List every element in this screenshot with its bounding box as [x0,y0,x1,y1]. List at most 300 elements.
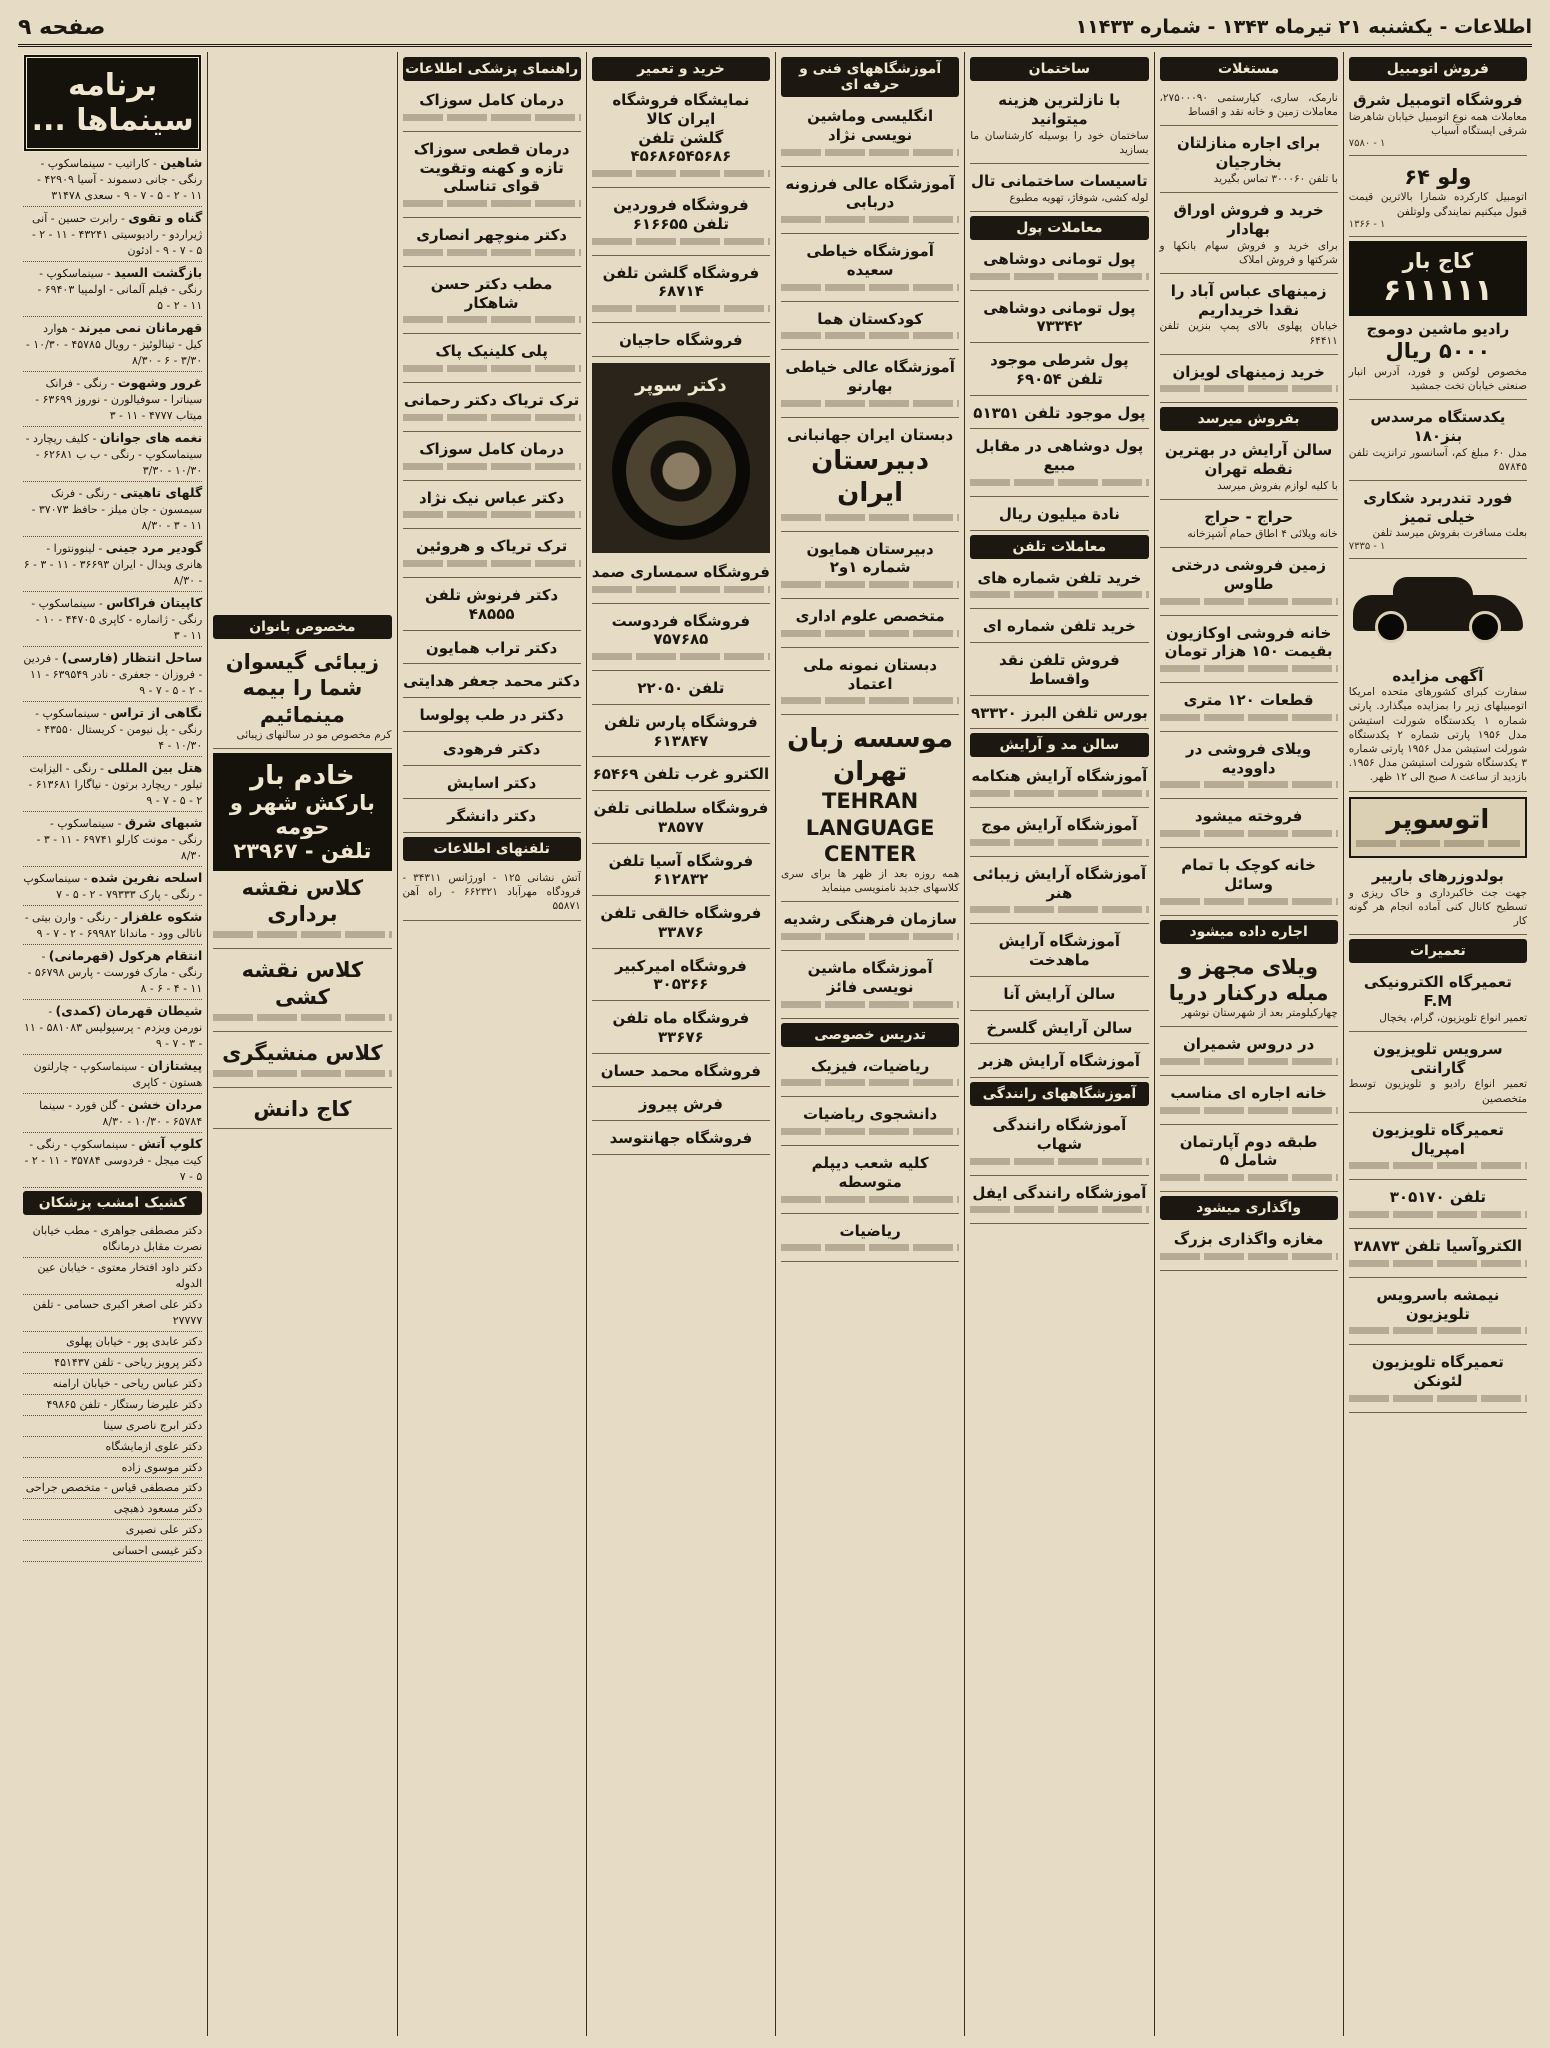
ad-title: الکترو غرب تلفن ۶۵۴۶۹ [592,765,770,784]
ad-title: فروشگاه خالقی تلفن ۳۳۸۷۶ [600,904,762,941]
ad-title: انگلیسی وماشین نویسی نژاد [807,107,934,144]
ad-block [213,1092,391,1129]
ad-block [1349,316,1527,400]
text-filler [1160,714,1338,721]
ad-block [592,327,770,357]
text-filler [403,463,581,470]
ad-price: ۵۰۰۰ ریال [1385,339,1491,364]
text-filler [403,414,581,421]
ad-block [781,652,959,716]
section-header-women: مخصوص بانوان [213,615,391,639]
ad-code: ۷۳۳۵ - ۱ [1348,540,1386,552]
ad-title: فروشگاه پارس تلفن ۶۱۳۸۴۷ [604,712,758,750]
tire-advertisement [592,363,770,553]
section-header-vocational: آموزشگاههای فنی و حرفه ای [781,57,959,97]
ad-title: فروشگاه سمساری صمد [591,562,770,581]
ad-title: طبقه دوم آپارتمان شامل ۵ [1179,1132,1318,1170]
doctor-entry: دکتر مسعود ذهبچی [23,1499,202,1520]
text-filler [403,114,581,121]
film-title: مردان خشن [128,1097,203,1113]
ad-title: خرید زمینهای لویزان [1172,362,1325,381]
ad-title: برای اجاره منازلتان بخارجیان [1177,134,1321,172]
text-filler [781,1244,959,1251]
cinema-listing [23,647,202,702]
ad-title: فروشگاه امیرکبیر ۳۰۵۳۶۶ [614,956,747,994]
film-title: شیطان قهرمان (کمدی) [55,1003,203,1019]
ad-block [1160,278,1338,355]
ad-phone: تلفن ۶۱۶۶۵۵ [632,214,729,233]
tire-icon [612,402,750,540]
ad-block [970,812,1148,857]
ad-block [403,803,581,833]
doctor-entry: دکتر داود افتخار معتوی - خیابان عین الدوله [23,1258,202,1295]
ad-title: تلفن ۲۲۰۵۰ [637,679,725,697]
column-shops [586,52,775,2036]
ad-title: سرویس تلویزیون گارانتی [1373,1039,1503,1077]
ad-title: خانه فروشی اوکازیون بقیمت ۱۵۰ هزار تومان [1164,623,1333,661]
ad-title: دکتر فرهودی [442,739,541,758]
ad-block [592,709,770,758]
film-details: - سینماسکوپ - رنگی - پل نیومن - کریستال ۴۳۵۵۰ - ۱۰/۳۰ - ۴ [35,707,203,753]
ad-block [592,795,770,844]
film-title: گناه و تقوی [128,210,203,225]
text-filler [403,249,581,256]
column-women-classes [207,52,396,2036]
film-details: - سینماسکوپ - رنگی - کیت میجل - فردوسی ۳۵۷۸۴ - ۱۱ - ۲ - ۵ - ۷ [24,1138,203,1184]
ad-body: جهت جت خاکبرداری و خاک ریزی و تسطیح کانال کنی آماده انجام هر گونه کار [1348,886,1527,928]
ad-title: پول موجود تلفن ۵۱۳۵۱ [973,403,1146,422]
ad-body: خانه ویلائی ۴ اطاق حمام آشپزخانه [1187,527,1338,540]
ad-block [1160,552,1338,616]
ad-title: آموزشگاه رانندگی شهاب [992,1116,1127,1153]
ad-block [1160,620,1338,684]
ad-title: سالن آرایش گلسرخ [986,1018,1133,1037]
ad-title: ترک تریاک و هروئین [416,537,568,556]
film-details: - رنگی - فرنک سیمسون - جان میلز - حافظ ۳۷۰۷۳ - ۱۱ - ۳ - ۸/۳۰ [31,487,203,533]
ad-title: آموزشگاه آرایش موج [981,816,1138,835]
film-title: قهرمانان نمی میرند [78,320,203,335]
page-number: صفحه ۹ [18,14,106,40]
ad-title: دبستان ایران جهانبانی [787,425,954,444]
ad-block [970,861,1148,925]
ad-block [1160,130,1338,193]
section-header-car-sales: فروش اتومبیل [1349,57,1527,81]
text-filler [781,581,959,588]
ad-title: تعمیرگاه الکترونیکی F.M [1363,973,1512,1011]
ad-block [1160,437,1338,500]
text-filler [403,560,581,567]
ad-title: سالن آرایش آنا [1003,984,1116,1003]
ad-title-large: موسسه زبان تهران [787,724,954,787]
text-filler [970,591,1148,598]
text-filler [1160,385,1338,392]
text-filler [781,1079,959,1086]
cinema-listing [23,867,202,906]
ad-title: آموزشگاه رانندگی ایفل [972,1183,1147,1202]
ad-title: فروشگاه حاجیان [619,331,743,349]
ad-block [1160,687,1338,732]
ad-block [970,400,1148,430]
cinema-listing [23,906,202,945]
ad-title: زمین فروشی درختی طاوس [1171,556,1327,593]
ad-title: سالن آرایش در بهترین نقطه تهران [1164,441,1333,479]
doctor-entry: دکتر ابرج ناصری سینا [23,1416,202,1437]
ad-title: دکتر محمد جعفر هدایتی [403,672,581,691]
ad-block [1349,1036,1527,1113]
section-header-real-estate: مستغلات [1160,57,1338,81]
ad-phone: گلشن تلفن ۴۵۶۸۶۵۴۵۶۸۶ [630,128,732,166]
text-filler [781,514,959,521]
text-filler [1160,781,1338,788]
ad-title: آموزشگاه آرایش هنکامه [971,767,1148,786]
ad-block [403,867,581,921]
section-header-phones: معاملات تلفن [970,535,1148,559]
column-services [964,52,1153,2036]
text-filler [1160,1174,1338,1181]
banner-subtitle: بارکش شهر و حومه [229,790,375,839]
ad-title: فروشگاه فردوست ۷۵۷۶۸۵ [611,611,751,649]
ad-title: فروشگاه گلشن تلفن ۶۸۷۱۴ [602,263,760,301]
text-filler [213,1014,391,1021]
cinema-listing [23,482,202,537]
ad-title: آموزشگاه ماشین نویسی فائز [807,959,933,996]
text-filler [1349,1260,1527,1267]
section-header-doctors-on-duty: کشیک امشب پزشکان [23,1191,202,1215]
ad-block [592,953,770,1002]
cinema-listing [23,757,202,812]
ad-title: ویلای مجهز و مبله درکنار دریا [1168,954,1329,1005]
ad-title-english: TEHRAN LANGUAGE CENTER [805,789,935,866]
ad-block [970,295,1148,344]
ad-title: فروشگاه محمد حسان [600,1061,761,1080]
ad-block [1349,1349,1527,1413]
ad-title: آموزشگاه عالی فرزونه دربابی [785,174,955,212]
text-filler [403,316,581,323]
ad-block [592,1005,770,1054]
doctor-entry: دکتر علوی ازمایشگاه [23,1437,202,1458]
ad-title: حراج - حراج [1204,508,1294,527]
ad-block [1160,736,1338,800]
section-header-driving-schools: آموزشگاههای رانندگی [970,1082,1148,1106]
text-filler [781,284,959,291]
cinema-listing [23,207,202,262]
ad-block [213,953,391,1032]
film-title: کلوپ آتش [138,1136,203,1152]
text-filler [592,305,770,312]
cinema-listing [23,262,202,317]
ad-title: فروشگاه جهانتوسد [609,1129,753,1147]
ad-block [970,246,1148,291]
ad-title: خانه اجاره ای مناسب [1170,1083,1327,1102]
ad-block [1349,663,1527,792]
ad-title: بورس تلفن البرز ۹۳۳۲۰ [971,703,1148,722]
ad-title: الکتروآسیا تلفن ۳۸۸۷۳ [1353,1237,1522,1256]
ad-block [1160,87,1338,126]
ad-block [592,1125,770,1155]
ad-block [970,928,1148,977]
doctor-entry: دکتر علی اصغر اکبری حسامی - تلفن ۲۷۷۷۷ [23,1295,202,1332]
section-header-medical-guide: راهنمای پزشکی اطلاعات [403,57,581,81]
ad-block [1160,950,1338,1028]
film-title: کاپیتان فراکاس [106,595,203,610]
film-title: شاهین [160,155,203,170]
film-title: ساحل انتظار (فارسی) [61,650,203,665]
text-filler [592,586,770,593]
cinema-listing [23,1000,202,1055]
column-car-sales [1343,52,1532,2036]
ad-body: نارمک، ساری، کیارستمی ۲۷۵۰۰۰۹۰، معاملات زمین و خانه نقد و اقساط [1159,92,1338,119]
ad-block [781,306,959,351]
ad-block [1160,1080,1338,1125]
ad-title: آموزشگاه خیاطی سعیده [806,242,934,279]
text-filler [1349,1162,1527,1169]
ad-title: درمان کامل سوزاک [419,91,565,109]
film-title: بازگشت السید [114,265,203,280]
ad-title: کلاس نقشه کشی [241,958,364,1009]
ad-title: درمان کامل سوزاک [419,439,565,458]
ad-block [403,635,581,665]
ad-title: فروشگاه سلطانی تلفن ۳۸۵۷۷ [593,799,769,836]
ad-block [781,1053,959,1098]
ad-title: کلاس نقشه برداری [241,875,364,927]
text-filler [970,790,1148,797]
film-title: نغمه های جوانان [99,430,203,445]
ad-block [1160,504,1338,548]
ad-title-large: دبیرستان ایران [811,445,930,508]
ad-block [592,87,770,188]
text-filler [781,149,959,156]
ad-block [970,501,1148,531]
doctor-entry: دکتر غیسی احسانی [23,1541,202,1562]
section-header-info-phones: تلفنهای اطلاعات [403,837,581,861]
text-filler [1349,1327,1527,1334]
ad-title: ترک تریاک دکتر رحمانی [403,391,580,409]
cinema-listing [23,812,202,867]
ad-block [1349,863,1527,935]
text-filler [1160,898,1338,905]
ad-block [592,848,770,897]
ad-title: دکتر در طب پولوسا [419,706,564,724]
ad-block [1160,803,1338,848]
cinema-listing [23,317,202,372]
doctor-entry: دکتر مصطفی جواهری - مطب خیابان نصرت مقابل درمانگاه [23,1221,202,1258]
ad-block [1160,1226,1338,1271]
ad-block [781,171,959,235]
ad-block [1160,359,1338,404]
ad-title: کاج دانش [253,1097,352,1122]
film-title: هتل بین المللی [107,760,203,775]
text-filler [592,653,770,660]
film-details: - گلن فورد - سینما ۶۵۷۸۴ - ۱۰/۳۰ - ۸/۳۰ [39,1099,203,1129]
film-title: شبهای شرق [124,815,203,830]
section-header-shops: خرید و تعمیر [592,57,770,81]
car-illustration [1349,563,1527,663]
section-header-construction: ساختمان [970,57,1148,81]
ad-title: فروشگاه ماه تلفن ۳۳۶۷۶ [612,1009,750,1046]
ad-block [1160,197,1338,274]
ad-block [403,770,581,800]
ad-title: دکتر عباس نیک نژاد [419,488,565,507]
ad-title: خرید تلفن شماره های [977,568,1142,587]
section-header-beauty-salon: سالن مد و آرایش [970,733,1148,757]
doctor-entry: دکتر علیرضا رستگار - تلفن ۴۹۸۶۵ [23,1395,202,1416]
ad-title: فروشگاه اتومبیل شرق [1353,91,1523,109]
cinema-listing [23,592,202,647]
ad-title: زمینهای عباس آباد را نقدا خریداریم [1170,281,1327,319]
film-title: غرور وشهوت [117,375,203,390]
ad-title: فروش تلفن نقد واقساط [998,651,1120,688]
ad-title: یکدستگاه مرسدس بنز۱۸۰ [1370,408,1506,445]
boxed-ad [1349,797,1527,859]
text-filler [213,1070,391,1077]
ad-block [403,222,581,267]
ad-block [1160,1129,1338,1193]
ad-block [970,433,1148,497]
ad-block [403,387,581,432]
text-filler [592,238,770,245]
cinema-listing [23,1133,202,1188]
ad-title: پول شرطی موجود تلفن ۶۹۰۵۴ [990,351,1129,388]
ad-title: دبستان نمونه ملی اعتماد [803,655,938,693]
ad-title: مغازه واگذاری بزرگ [1173,1230,1324,1249]
ad-title: مطب دکتر حسن شاهکار [430,274,553,312]
film-title: شکوه علفزار [121,909,203,925]
doctor-entry: دکتر موسوی زاده [23,1458,202,1479]
masthead [18,10,1532,47]
ad-body: با کلیه لوازم بفروش میرسد [1217,479,1338,492]
ad-block [1349,87,1527,156]
ad-block [970,1180,1148,1225]
ad-block [403,436,581,481]
ad-block [403,582,581,631]
text-filler [781,400,959,407]
text-filler [403,365,581,372]
text-filler [1160,1253,1338,1260]
ad-title: با نازلترین هزینه میتوانید [998,91,1121,128]
section-header-repairs: تعمیرات [1349,939,1527,963]
film-title: انتقام هرکول (قهرمانی) [48,948,203,964]
text-filler [1160,598,1338,605]
section-header-for-rent: اجاره داده میشود [1160,920,1338,944]
cinema-program-title: برنامه سینماها ... [23,54,202,152]
ad-title: دانشجوی ریاضیات [803,1105,938,1124]
ad-block [403,533,581,578]
ad-title: پول تومانی دوشاهی [983,249,1136,268]
section-header-private-tutoring: تدریس خصوصی [781,1023,959,1047]
ad-title: بولدوزرهای بارییر [1371,867,1504,885]
ad-block [1349,1184,1527,1229]
film-details: - سینماسکوپ - رنگی - ژانماره - کاپری ۴۴۷۰۵ - ۱۰ - ۱۱ - ۳ [31,597,203,643]
ad-title: درمان قطعی سوزاک تازه و کهنه وتقویت قوای تناسلی [413,139,570,196]
ad-title: فروخته میشود [1194,807,1303,826]
text-filler [592,170,770,177]
ad-block [781,1218,959,1263]
film-details: - رنگی - مارک فورست - پارس ۵۶۷۹۸ - ۱۱ - ۴ - ۶ - ۸ [27,950,203,996]
ad-title: متخصص علوم اداری [795,607,945,625]
ad-body: خیابان پهلوی بالای پمپ بنزین تلفن ۶۴۴۱۱ [1159,320,1338,347]
text-filler [781,933,959,940]
banner-ad [1349,241,1527,316]
doctor-entry: دکتر عباس ریاحی - خیابان ارامنه [23,1374,202,1395]
ad-body: آتش نشانی ۱۲۵ - اورژانس ۳۴۳۱۱ - فرودگاه مهرآباد ۶۶۲۳۲۱ - راه آهن ۵۵۸۷۱ [402,872,581,913]
film-details: - فردین - فروزان - جعفری - نادر ۶۳۹۵۴۹ - ۱۱ - ۲ - ۵ - ۷ - ۹ [23,652,203,698]
ad-title: کلیه شعب دیپلم متوسطه [811,1154,929,1191]
ad-body: برای خرید و فروش سهام بانکها و شرکتها و فروش املاک [1159,239,1338,266]
cinema-listing [23,1094,202,1133]
ad-title: نمایشگاه فروشگاه ایران کالا [612,91,750,128]
text-filler [1160,1058,1338,1065]
ad-body: با تلفن ۳۰۰۰۶۰ تماس بگیرید [1213,172,1338,185]
film-title: نگاهی از تراس [110,705,203,720]
ad-title: پلی کلینیک پاک [435,342,548,361]
ad-block [970,347,1148,396]
ad-title: دکتر تراب همایون [425,638,558,657]
ad-block [213,871,391,950]
ad-block [970,700,1148,730]
cinema-listing [23,1055,202,1094]
doctor-entry: دکتر مصطفی قیاس - متخصص جراحی [23,1478,202,1499]
ad-title: تعمیرگاه تلویزیون امپریال [1371,1120,1504,1158]
moving-company-banner [213,753,391,871]
ad-title: خرید تلفن شماره ای [982,617,1136,636]
ad-block [781,238,959,302]
ad-title: فرش پیروز [638,1095,723,1114]
column-medical [397,52,586,2036]
ad-block [1349,1233,1527,1278]
text-filler [1160,665,1338,672]
text-filler [781,1001,959,1008]
ad-block [970,1112,1148,1176]
ad-block [1160,852,1338,916]
film-title: گودیر مرد جینی [105,540,203,555]
ad-block [403,668,581,698]
banner-phone: تلفن - ۲۳۹۶۷ [233,838,372,863]
ad-body: تعمیر انواع تلویزیون، گرام، یخچال [1379,1011,1527,1024]
ad-title: در دروس شمیران [1182,1035,1315,1054]
ad-block [970,1048,1148,1078]
ad-code: ۷۵۸۰ - ۱ [1348,138,1386,150]
ad-title: دکتر منوچهر انصاری [416,226,567,244]
ad-block [781,536,959,600]
text-filler [970,839,1148,846]
ad-block [592,192,770,256]
ad-block [781,906,959,951]
ad-title: پول تومانی دوشاهی ۷۳۳۴۲ [983,298,1136,336]
ad-title: آموزشگاه آرایش زیبائی هنر [972,864,1147,902]
ad-body: همه روزه بعد از ظهر ها برای سری کلاسهای جدید نامنویسی مینماید [781,868,960,895]
banner-title: خادم بار [250,760,355,791]
ad-title: زیبائی گیسوان شما را بیمه مینمائیم [225,650,380,727]
film-details: - سینماسکوپ - چارلتون هستون - کاپری [33,1060,203,1090]
ad-title: فروشگاه فروردین [613,196,749,214]
text-filler [781,216,959,223]
ad-title: اتوسوپر [1386,804,1490,835]
text-filler [970,1206,1148,1213]
ad-title: آموزشگاه آرایش هزبر [978,1052,1141,1071]
column-education [775,52,964,2036]
cinema-listing [23,372,202,427]
film-details: - رنگی - الیزابت تیلور - ریچارد برتون - نیاگارا ۶۱۳۶۸۱ - ۲ - ۵ - ۷ - ۹ [28,762,203,808]
text-filler [781,332,959,339]
cinema-listing [23,152,202,207]
ad-title: ریاضیات [839,1221,901,1240]
film-details: - سینماسکوپ - رنگی - مونت کارلو ۶۹۷۴۱ - ۱۱ - ۳ - ۸/۳۰ [36,817,203,863]
text-filler [1160,830,1338,837]
ad-body: بعلت مسافرت بفروش میرسد تلفن [1372,527,1527,540]
ad-title: خانه کوچک با تمام وسائل [1181,856,1316,893]
ad-block [403,485,581,530]
ad-title: تعمیرگاه تلویزیون لئونکن [1371,1353,1504,1391]
